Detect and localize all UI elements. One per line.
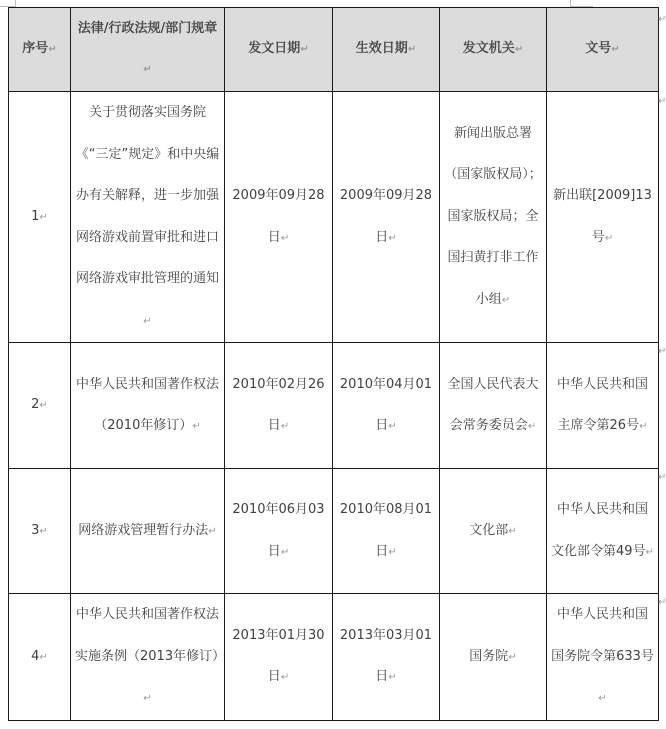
cell-effective-date[interactable]: 2013年03月01日↵: [333, 594, 440, 721]
paragraph-mark-icon: ↵: [39, 525, 48, 537]
row-end-mark-icon: ↵: [658, 14, 666, 25]
cell-doc-no[interactable]: 中华人民共和国国务院令第633号↵: [547, 594, 659, 721]
paragraph-mark-icon: ↵: [208, 525, 217, 537]
regulations-table: [8, 7, 659, 721]
cell-no[interactable]: 1↵: [9, 92, 71, 343]
cell-no[interactable]: 4↵: [9, 594, 71, 721]
header-issue-date[interactable]: 发文日期↵: [225, 8, 333, 92]
row-end-mark-icon: ↵: [658, 96, 666, 107]
cell-effective-date[interactable]: 2010年08月01日↵: [333, 469, 440, 594]
paragraph-mark-icon: ↵: [39, 651, 48, 663]
paragraph-mark-icon: ↵: [39, 400, 48, 412]
cell-issue-date[interactable]: 2010年02月26日↵: [225, 343, 333, 469]
cell-title[interactable]: 关于贯彻落实国务院《“三定”规定》和中央编办有关解释，进一步加强网络游戏前置审批和进口网络游戏审批管理的通知↵: [71, 92, 225, 343]
row-end-mark-icon: ↵: [658, 472, 666, 483]
table-row: [9, 343, 659, 469]
cell-title[interactable]: 中华人民共和国著作权法实施条例（2013年修订）↵: [71, 594, 225, 721]
cell-issuer[interactable]: 国务院↵: [440, 594, 547, 721]
paragraph-mark-icon: ↵: [143, 64, 152, 75]
paragraph-mark-icon: ↵: [143, 315, 152, 327]
paragraph-mark-icon: ↵: [280, 672, 290, 684]
header-effective-date[interactable]: 生效日期↵: [333, 8, 440, 92]
row-end-mark-icon: ↵: [658, 597, 666, 608]
header-no[interactable]: 序号↵: [9, 8, 71, 92]
paragraph-mark-icon: ↵: [388, 546, 397, 558]
page-margin-corner-mark: [570, 0, 593, 7]
row-end-mark-icon: ↵: [658, 346, 666, 357]
paragraph-mark-icon: ↵: [388, 672, 397, 684]
cell-effective-date[interactable]: 2009年09月28日↵: [333, 92, 440, 343]
table-row: [9, 594, 659, 721]
paragraph-mark-icon: ↵: [280, 232, 290, 244]
cell-issuer[interactable]: 新闻出版总署（国家版权局）；国家版权局；全国扫黄打非工作小组↵: [440, 92, 547, 343]
paragraph-mark-icon: ↵: [508, 525, 517, 537]
paragraph-mark-icon: ↵: [39, 211, 48, 223]
paragraph-mark-icon: ↵: [645, 546, 654, 558]
cell-issue-date[interactable]: 2013年01月30日↵: [225, 594, 333, 721]
paragraph-mark-icon: ↵: [192, 421, 201, 432]
paragraph-mark-icon: ↵: [639, 421, 648, 432]
paragraph-mark-icon: ↵: [514, 44, 524, 55]
cell-issue-date[interactable]: 2010年06月03日↵: [225, 469, 333, 594]
paragraph-mark-icon: ↵: [508, 651, 517, 663]
header-doc-no[interactable]: 文号↵: [547, 8, 659, 92]
cell-doc-no[interactable]: 中华人民共和国主席令第26号↵: [547, 343, 659, 469]
cell-no[interactable]: 3↵: [9, 469, 71, 594]
paragraph-mark-icon: ↵: [388, 232, 397, 244]
cell-issuer[interactable]: 全国人民代表大会常务委员会↵: [440, 343, 547, 469]
paragraph-mark-icon: ↵: [48, 44, 57, 55]
cell-doc-no[interactable]: 中华人民共和国文化部令第49号↵: [547, 469, 659, 594]
cell-no[interactable]: 2↵: [9, 343, 71, 469]
paragraph-mark-icon: ↵: [501, 294, 511, 306]
paragraph-mark-icon: ↵: [280, 546, 290, 558]
paragraph-mark-icon: ↵: [407, 44, 417, 55]
page-margin-corner-mark: [0, 0, 16, 7]
paragraph-mark-icon: ↵: [604, 232, 614, 244]
cell-title[interactable]: 中华人民共和国著作权法（2010年修订）↵: [71, 343, 225, 469]
table-row: [9, 469, 659, 594]
paragraph-mark-icon: ↵: [280, 421, 290, 432]
header-title[interactable]: 法律/行政法规/部门规章↵: [71, 8, 225, 92]
cell-doc-no[interactable]: 新出联[2009]13号↵: [547, 92, 659, 343]
paragraph-mark-icon: ↵: [611, 44, 620, 55]
paragraph-mark-icon: ↵: [300, 44, 309, 55]
cell-effective-date[interactable]: 2010年04月01日↵: [333, 343, 440, 469]
cell-issuer[interactable]: 文化部↵: [440, 469, 547, 594]
cell-title[interactable]: 网络游戏管理暂行办法↵: [71, 469, 225, 594]
table-header-row: [9, 8, 659, 92]
cell-issue-date[interactable]: 2009年09月28日↵: [225, 92, 333, 343]
paragraph-mark-icon: ↵: [388, 421, 397, 432]
header-issuer[interactable]: 发文机关↵: [440, 8, 547, 92]
paragraph-mark-icon: ↵: [527, 421, 537, 432]
paragraph-mark-icon: ↵: [598, 693, 607, 704]
paragraph-mark-icon: ↵: [143, 693, 152, 704]
table-row: [9, 92, 659, 343]
